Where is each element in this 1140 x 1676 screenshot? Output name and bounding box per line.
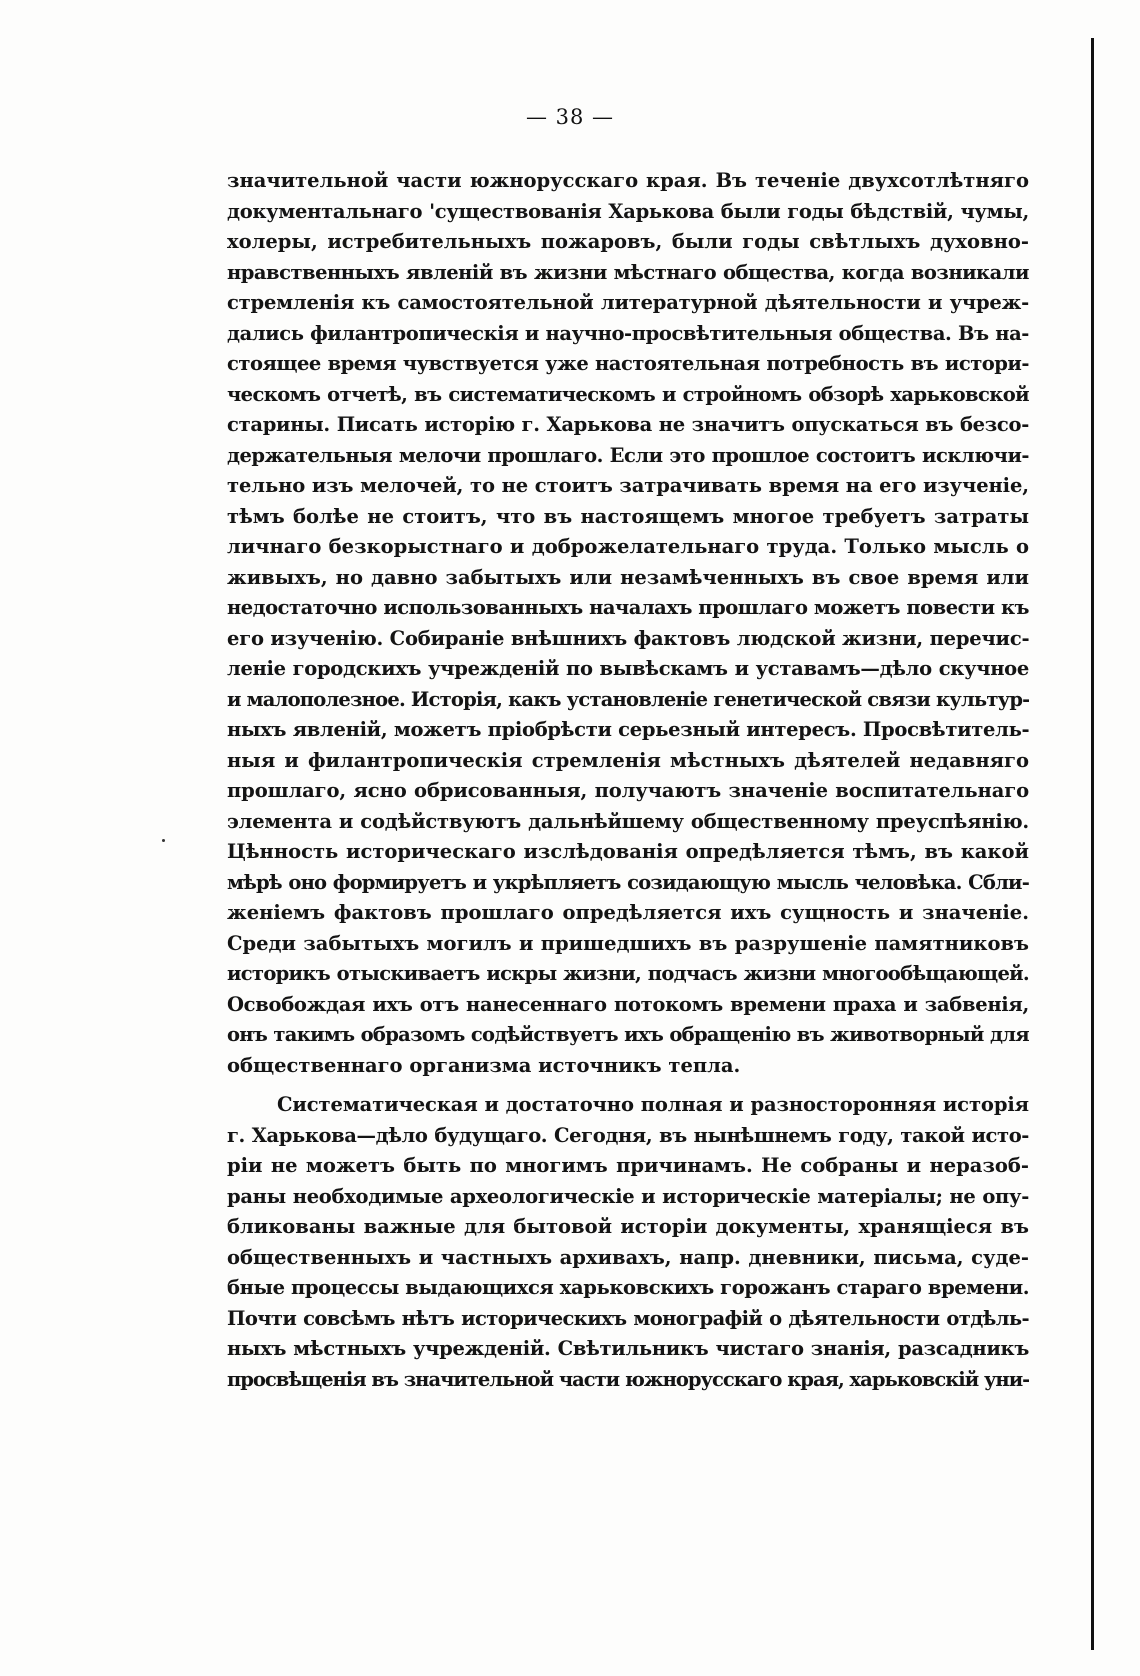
text-line: нравственныхъ явленій въ жизни мѣстнаго общества, когда возникали <box>227 260 1029 284</box>
paragraph-1 <box>227 166 1029 1081</box>
text-line: леніе городскихъ учрежденій по вывѣскамъ и уставамъ—дѣло скучное <box>227 657 1029 680</box>
text-line: просвѣщенія въ значительной части южнорусскаго края, харьковскій уни- <box>227 1367 1029 1391</box>
text-line: г. Харькова—дѣло будущаго. Сегодня, въ нынѣшнемъ году, такой исто- <box>227 1123 1029 1147</box>
text-line: стоящее время чувствуется уже настоятельная потребность въ истори- <box>227 352 1029 375</box>
text-line: ныя и филантропическія стремленія мѣстныхъ дѣятелей недавняго <box>227 748 1029 772</box>
text-line: Среди забытыхъ могилъ и пришедшихъ въ разрушеніе памятниковъ <box>227 931 1029 955</box>
text-line: общественнаго организма источникъ тепла. <box>227 1053 741 1077</box>
body-text <box>227 166 1029 1395</box>
text-line: холеры, истребительныхъ пожаровъ, были годы свѣтлыхъ духовно- <box>227 230 1029 253</box>
text-line: бные процессы выдающихся харьковскихъ горожанъ стараго времени. <box>227 1276 1029 1299</box>
text-line: Систематическая и достаточно полная и разносторонняя исторія <box>277 1093 1029 1116</box>
text-line: значительной части южнорусскаго края. Въ теченіе двухсотлѣтняго <box>227 169 1029 192</box>
paragraph-gap <box>227 1081 1029 1090</box>
text-line: документальнаго 'существованія Харькова были годы бѣдствій, чумы, <box>227 199 1029 223</box>
text-line: женіемъ фактовъ прошлаго опредѣляется ихъ сущность и значеніе. <box>227 901 1029 924</box>
text-line: тельно изъ мелочей, то не стоитъ затрачивать время на его изученіе, <box>227 474 1029 497</box>
text-line: и малополезное. Исторія, какъ установленіе генетической связи культур- <box>227 687 1029 711</box>
text-line: ныхъ явленій, можетъ пріобрѣсти серьезный интересъ. Просвѣтитель- <box>227 718 1029 741</box>
page-number: — 38 — <box>525 105 615 129</box>
text-line: историкъ отыскиваетъ искры жизни, подчасъ жизни многообѣщающей. <box>227 962 1029 985</box>
text-line: живыхъ, но давно забытыхъ или незамѣченныхъ въ свое время или <box>227 565 1029 589</box>
text-line: Освобождая ихъ отъ нанесеннаго потокомъ времени праха и забвенія, <box>227 992 1029 1016</box>
text-line: стремленія къ самостоятельной литературной дѣятельности и учреж- <box>227 291 1029 314</box>
text-line: личнаго безкорыстнаго и доброжелательнаго труда. Только мысль о <box>227 535 1029 558</box>
text-line: его изученію. Собираніе внѣшнихъ фактовъ людской жизни, перечис- <box>227 626 1029 650</box>
text-line: мѣрѣ оно формируетъ и укрѣпляетъ созидающую мысль человѣка. Сбли- <box>227 870 1029 894</box>
text-line: элемента и содѣйствуютъ дальнѣйшему общественному преуспѣянію. <box>227 809 1029 833</box>
page-edge-line <box>1091 38 1094 1650</box>
text-line: держательныя мелочи прошлаго. Если это прошлое состоитъ исключи- <box>227 443 1029 467</box>
text-line: Почти совсѣмъ нѣтъ историческихъ монографій о дѣятельности отдѣль- <box>227 1306 1029 1330</box>
text-line: Цѣнность историческаго изслѣдованія опредѣляется тѣмъ, въ какой <box>227 840 1029 863</box>
text-line: тѣмъ болѣе не стоитъ, что въ настоящемъ многое требуетъ затраты <box>227 504 1029 528</box>
text-line: ческомъ отчетѣ, въ систематическомъ и стройномъ обзорѣ харьковской <box>227 382 1029 406</box>
text-line: прошлаго, ясно обрисованныя, получаютъ значеніе воспитательнаго <box>227 779 1029 802</box>
text-line: раны необходимые археологическіе и историческіе матеріалы; не опу- <box>227 1184 1029 1208</box>
text-line: старины. Писать исторію г. Харькова не значитъ опускаться въ безсо- <box>227 413 1029 436</box>
text-line: онъ такимъ образомъ содѣйствуетъ ихъ обращенію въ животворный для <box>227 1023 1029 1046</box>
text-line: ныхъ мѣстныхъ учрежденій. Свѣтильникъ чистаго знанія, разсадникъ <box>227 1337 1029 1360</box>
paragraph-2 <box>227 1090 1029 1395</box>
text-line: дались филантропическія и научно-просвѣтительныя общества. Въ на- <box>227 321 1029 345</box>
text-line: ріи не можетъ быть по многимъ причинамъ. Не собраны и неразоб- <box>227 1154 1029 1177</box>
text-line: общественныхъ и частныхъ архивахъ, напр. дневники, письма, суде- <box>227 1245 1029 1269</box>
text-line: бликованы важные для бытовой исторіи документы, хранящіеся въ <box>227 1215 1029 1238</box>
text-line: недостаточно использованныхъ началахъ прошлаго можетъ повести къ <box>227 596 1029 619</box>
scan-speck <box>162 839 165 842</box>
